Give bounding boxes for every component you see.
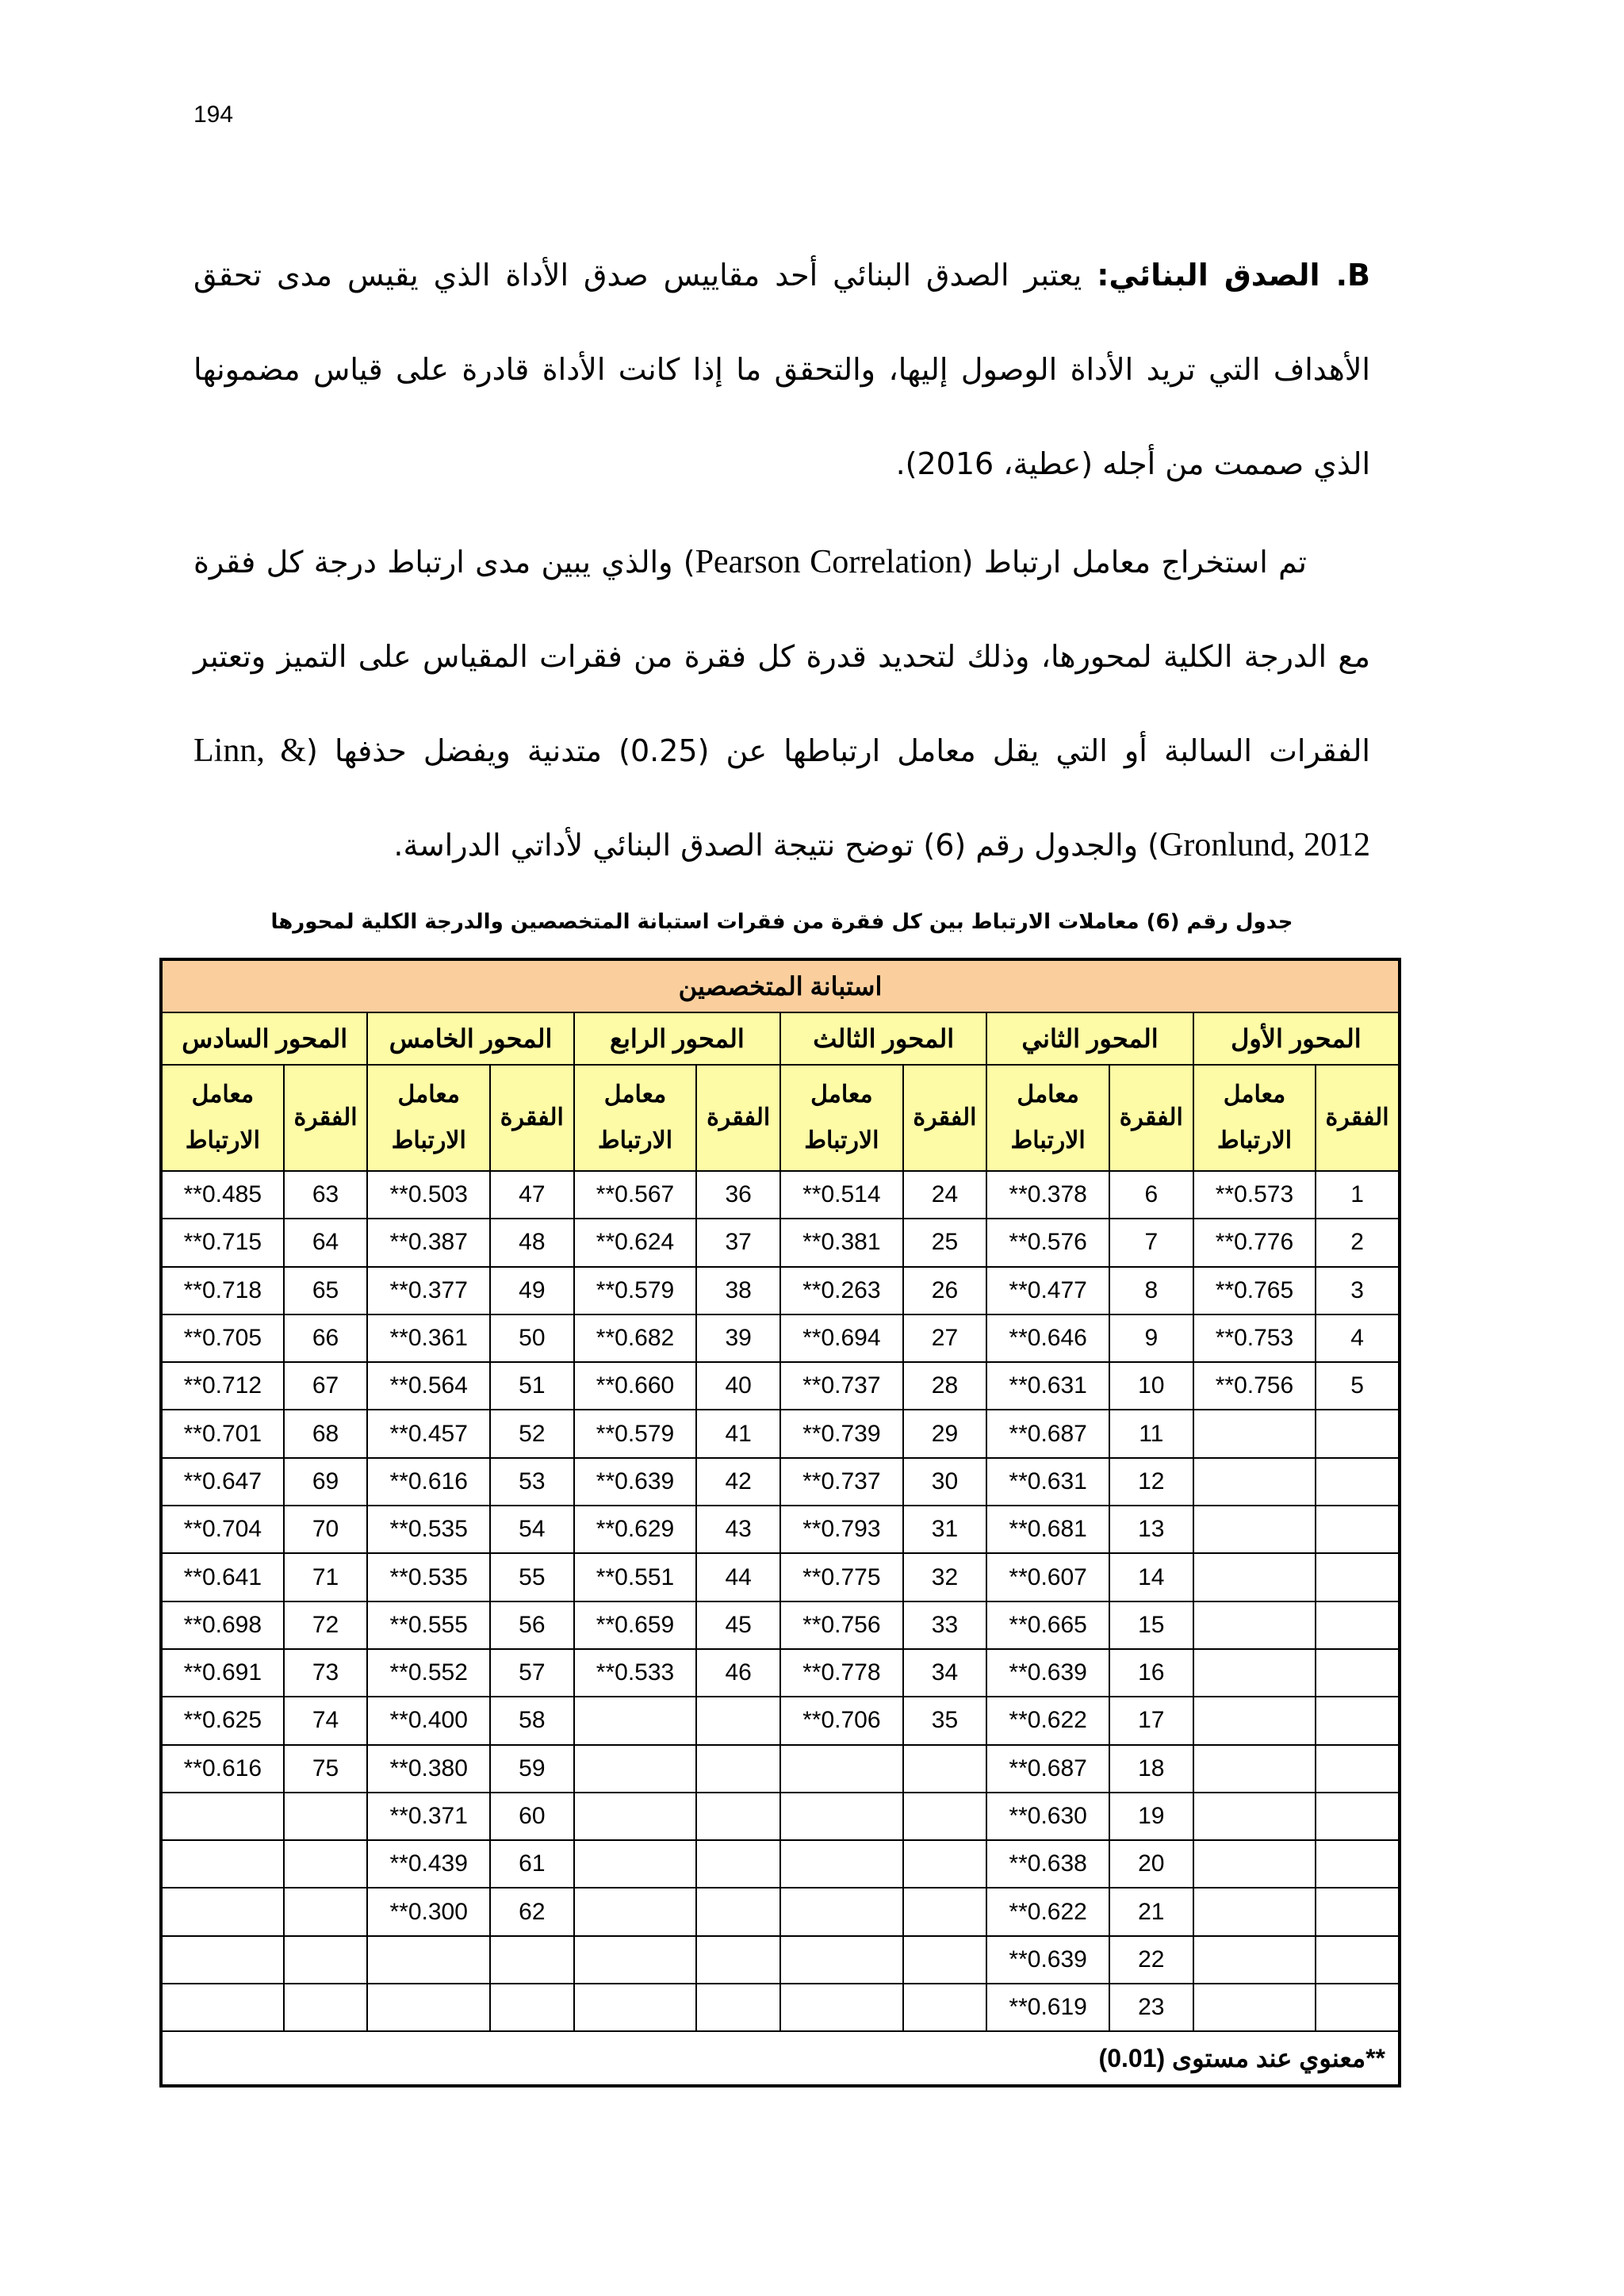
correlation-cell: **0.793: [780, 1506, 903, 1553]
item-column-header: الفقرة: [1316, 1065, 1400, 1171]
item-number-cell: 38: [696, 1267, 780, 1314]
item-number-cell: 30: [903, 1458, 987, 1506]
correlation-cell: **0.756: [1193, 1362, 1316, 1410]
correlation-cell: **0.737: [780, 1458, 903, 1506]
axis-header: المحور الثالث: [780, 1012, 986, 1065]
correlation-cell: [1193, 1410, 1316, 1457]
correlation-cell: [1193, 1936, 1316, 1984]
item-number-cell: 31: [903, 1506, 987, 1553]
correlation-cell: **0.753: [1193, 1314, 1316, 1362]
item-number-cell: [903, 1984, 987, 2031]
table-caption: جدول رقم (6) معاملات الارتباط بين كل فقرة من فقرات استبانة المتخصصين والدرجة الكلية لمحورها: [270, 910, 1293, 934]
table-row: [161, 1697, 1400, 1744]
correlation-cell: [780, 1936, 903, 1984]
correlation-cell: [780, 1793, 903, 1840]
item-number-cell: [696, 1840, 780, 1888]
correlation-cell: [1193, 1793, 1316, 1840]
item-column-header: الفقرة: [490, 1065, 574, 1171]
table-row: [161, 1601, 1400, 1649]
item-number-cell: 20: [1109, 1840, 1193, 1888]
item-number-cell: [696, 1697, 780, 1744]
correlation-cell: **0.533: [574, 1649, 697, 1697]
coefficient-header-line-2: الارتباط: [1010, 1127, 1086, 1154]
correlation-cell: **0.775: [780, 1553, 903, 1601]
item-number-cell: 40: [696, 1362, 780, 1410]
correlation-cell: **0.681: [986, 1506, 1109, 1553]
paragraph-text-1: تم استخراج معامل ارتباط (: [961, 545, 1307, 580]
coefficient-column-header: [367, 1065, 490, 1171]
table-row: [161, 1314, 1400, 1362]
correlation-cell: **0.665: [986, 1601, 1109, 1649]
table-row: [161, 1649, 1400, 1697]
paragraph-text-2: ) والذي يبين مدى ارتباط درجة كل فقرة مع الدرجة الكلية لمحورها، وذلك لتحديد قدرة كل فقرة من فقرات المقياس على التميز وتعتبر الفقرات السالبة أو التي يقل معامل ارتباطها عن (0.25) متدنية ويفضل حذفها (: [193, 545, 1370, 768]
correlation-cell: [574, 1936, 697, 1984]
item-number-cell: 61: [490, 1840, 574, 1888]
correlation-cell: **0.778: [780, 1649, 903, 1697]
item-number-cell: 4: [1316, 1314, 1400, 1362]
table-row: [161, 1840, 1400, 1888]
item-number-cell: 26: [903, 1267, 987, 1314]
correlation-cell: [1193, 1984, 1316, 2031]
table-row: [161, 1362, 1400, 1410]
coefficient-header-line-1: معامل: [1223, 1081, 1286, 1108]
coefficient-header-line-2: الارتباط: [391, 1127, 466, 1154]
table-row: [161, 1458, 1400, 1506]
correlation-cell: **0.514: [780, 1171, 903, 1219]
item-number-cell: 2: [1316, 1219, 1400, 1266]
item-number-cell: 60: [490, 1793, 574, 1840]
correlation-cell: [367, 1936, 490, 1984]
coefficient-header-line-2: الارتباط: [185, 1127, 260, 1154]
correlation-cell: [161, 1840, 284, 1888]
item-number-cell: 42: [696, 1458, 780, 1506]
table-row: [161, 1506, 1400, 1553]
correlation-cell: **0.579: [574, 1267, 697, 1314]
correlation-cell: **0.647: [161, 1458, 284, 1506]
table-row: [161, 1410, 1400, 1457]
correlation-cell: **0.616: [367, 1458, 490, 1506]
item-number-cell: [490, 1936, 574, 1984]
item-number-cell: [1316, 1936, 1400, 1984]
item-column-header: الفقرة: [1109, 1065, 1193, 1171]
correlation-cell: [1193, 1697, 1316, 1744]
item-number-cell: 69: [284, 1458, 368, 1506]
item-number-cell: 67: [284, 1362, 368, 1410]
item-number-cell: [1316, 1506, 1400, 1553]
correlation-cell: **0.704: [161, 1506, 284, 1553]
item-number-cell: 1: [1316, 1171, 1400, 1219]
coefficient-header-line-1: معامل: [810, 1081, 873, 1108]
correlation-cell: **0.682: [574, 1314, 697, 1362]
correlation-cell: **0.300: [367, 1888, 490, 1935]
item-number-cell: [1316, 1888, 1400, 1935]
item-number-cell: [903, 1840, 987, 1888]
item-number-cell: 45: [696, 1601, 780, 1649]
correlation-cell: **0.535: [367, 1506, 490, 1553]
item-number-cell: 63: [284, 1171, 368, 1219]
correlation-cell: **0.756: [780, 1601, 903, 1649]
item-number-cell: 55: [490, 1553, 574, 1601]
item-number-cell: 41: [696, 1410, 780, 1457]
coefficient-header-line-2: الارتباط: [1216, 1127, 1293, 1154]
correlation-cell: **0.380: [367, 1745, 490, 1793]
correlation-cell: [574, 1697, 697, 1744]
correlation-cell: [1193, 1840, 1316, 1888]
item-number-cell: 46: [696, 1649, 780, 1697]
item-number-cell: 15: [1109, 1601, 1193, 1649]
paragraph-pearson: [193, 515, 1370, 893]
item-number-cell: [1316, 1649, 1400, 1697]
correlation-cell: [574, 1793, 697, 1840]
citation: Linn, & Gronlund, 2012: [193, 733, 1370, 863]
correlation-cell: **0.551: [574, 1553, 697, 1601]
correlation-cell: [1193, 1601, 1316, 1649]
item-number-cell: 44: [696, 1553, 780, 1601]
paragraph-construct-validity: [193, 228, 1370, 511]
correlation-cell: **0.371: [367, 1793, 490, 1840]
correlation-cell: [780, 1984, 903, 2031]
item-number-cell: 16: [1109, 1649, 1193, 1697]
item-number-cell: [1316, 1697, 1400, 1744]
coefficient-header-line-1: معامل: [191, 1081, 255, 1108]
item-number-cell: [1316, 1601, 1400, 1649]
correlation-cell: **0.639: [986, 1936, 1109, 1984]
item-number-cell: [1316, 1553, 1400, 1601]
correlation-cell: **0.687: [986, 1745, 1109, 1793]
correlation-cell: **0.776: [1193, 1219, 1316, 1266]
correlation-cell: [161, 1984, 284, 2031]
table-row: [161, 1219, 1400, 1266]
correlation-cell: **0.381: [780, 1219, 903, 1266]
correlation-cell: **0.619: [986, 1984, 1109, 2031]
correlation-cell: **0.706: [780, 1697, 903, 1744]
correlation-cell: **0.631: [986, 1458, 1109, 1506]
item-number-cell: [903, 1793, 987, 1840]
item-number-cell: 6: [1109, 1171, 1193, 1219]
item-number-cell: 14: [1109, 1553, 1193, 1601]
item-column-header: الفقرة: [903, 1065, 987, 1171]
coefficient-header-line-1: معامل: [603, 1081, 667, 1108]
correlation-cell: **0.567: [574, 1171, 697, 1219]
item-number-cell: 53: [490, 1458, 574, 1506]
coefficient-column-header: [780, 1065, 903, 1171]
correlation-cell: [780, 1888, 903, 1935]
item-number-cell: 47: [490, 1171, 574, 1219]
correlation-cell: **0.630: [986, 1793, 1109, 1840]
item-number-cell: 34: [903, 1649, 987, 1697]
item-number-cell: 27: [903, 1314, 987, 1362]
coefficient-column-header: [574, 1065, 697, 1171]
item-number-cell: 10: [1109, 1362, 1193, 1410]
item-number-cell: [1316, 1840, 1400, 1888]
correlation-cell: **0.660: [574, 1362, 697, 1410]
correlation-cell: [161, 1936, 284, 1984]
item-number-cell: 19: [1109, 1793, 1193, 1840]
item-number-cell: [284, 1984, 368, 2031]
item-number-cell: 74: [284, 1697, 368, 1744]
correlation-cell: **0.378: [986, 1171, 1109, 1219]
correlation-cell: **0.607: [986, 1553, 1109, 1601]
correlation-cell: [1193, 1888, 1316, 1935]
correlation-cell: **0.737: [780, 1362, 903, 1410]
item-number-cell: 36: [696, 1171, 780, 1219]
item-number-cell: [696, 1793, 780, 1840]
correlation-cell: **0.646: [986, 1314, 1109, 1362]
axis-header: المحور الخامس: [367, 1012, 573, 1065]
correlation-cell: **0.712: [161, 1362, 284, 1410]
item-number-cell: [284, 1936, 368, 1984]
correlation-cell: [1193, 1458, 1316, 1506]
correlation-cell: **0.698: [161, 1601, 284, 1649]
item-number-cell: 50: [490, 1314, 574, 1362]
correlation-cell: [1193, 1649, 1316, 1697]
item-number-cell: 71: [284, 1553, 368, 1601]
item-number-cell: [696, 1888, 780, 1935]
item-number-cell: 75: [284, 1745, 368, 1793]
correlation-cell: [574, 1984, 697, 2031]
item-number-cell: 7: [1109, 1219, 1193, 1266]
correlation-cell: **0.705: [161, 1314, 284, 1362]
item-number-cell: [490, 1984, 574, 2031]
item-column-header: الفقرة: [696, 1065, 780, 1171]
correlation-cell: **0.625: [161, 1697, 284, 1744]
item-number-cell: 54: [490, 1506, 574, 1553]
item-number-cell: 9: [1109, 1314, 1193, 1362]
item-number-cell: 43: [696, 1506, 780, 1553]
item-number-cell: [1316, 1745, 1400, 1793]
item-number-cell: 13: [1109, 1506, 1193, 1553]
item-number-cell: 70: [284, 1506, 368, 1553]
item-number-cell: 72: [284, 1601, 368, 1649]
coefficient-column-header: [1193, 1065, 1316, 1171]
item-number-cell: 65: [284, 1267, 368, 1314]
correlation-cell: [367, 1984, 490, 2031]
correlation-cell: **0.263: [780, 1267, 903, 1314]
item-number-cell: 52: [490, 1410, 574, 1457]
correlation-cell: **0.477: [986, 1267, 1109, 1314]
correlation-cell: **0.400: [367, 1697, 490, 1744]
item-number-cell: 12: [1109, 1458, 1193, 1506]
correlation-cell: **0.387: [367, 1219, 490, 1266]
table-row: [161, 1936, 1400, 1984]
correlation-cell: [1193, 1506, 1316, 1553]
correlation-cell: **0.765: [1193, 1267, 1316, 1314]
item-number-cell: 49: [490, 1267, 574, 1314]
correlation-cell: **0.576: [986, 1219, 1109, 1266]
axis-header: المحور السادس: [161, 1012, 367, 1065]
item-number-cell: 21: [1109, 1888, 1193, 1935]
paragraph-text-3: ) والجدول رقم (6) توضح نتيجة الصدق البنائي لأداتي الدراسة.: [393, 828, 1159, 863]
table-title: استبانة المتخصصين: [161, 959, 1400, 1012]
item-number-cell: 37: [696, 1219, 780, 1266]
pearson-term: Pearson Correlation: [695, 544, 962, 580]
correlation-cell: **0.659: [574, 1601, 697, 1649]
correlation-cell: **0.718: [161, 1267, 284, 1314]
table-row: [161, 1267, 1400, 1314]
item-number-cell: [284, 1793, 368, 1840]
correlation-cell: [161, 1793, 284, 1840]
correlation-cell: **0.485: [161, 1171, 284, 1219]
table-row: [161, 1888, 1400, 1935]
coefficient-header-line-1: معامل: [1017, 1081, 1079, 1108]
coefficient-column-header: [161, 1065, 284, 1171]
correlation-cell: **0.457: [367, 1410, 490, 1457]
correlation-cell: **0.638: [986, 1840, 1109, 1888]
correlation-cell: [1193, 1745, 1316, 1793]
correlation-cell: **0.715: [161, 1219, 284, 1266]
item-number-cell: 56: [490, 1601, 574, 1649]
correlation-cell: [780, 1745, 903, 1793]
item-number-cell: 22: [1109, 1936, 1193, 1984]
item-number-cell: [696, 1984, 780, 2031]
item-number-cell: 23: [1109, 1984, 1193, 2031]
correlation-cell: **0.687: [986, 1410, 1109, 1457]
item-number-cell: 17: [1109, 1697, 1193, 1744]
item-number-cell: [903, 1745, 987, 1793]
correlation-cell: **0.694: [780, 1314, 903, 1362]
item-number-cell: [696, 1936, 780, 1984]
item-number-cell: 29: [903, 1410, 987, 1457]
correlation-cell: **0.552: [367, 1649, 490, 1697]
correlation-cell: **0.555: [367, 1601, 490, 1649]
axis-header: المحور الرابع: [574, 1012, 780, 1065]
item-number-cell: [903, 1936, 987, 1984]
item-number-cell: 25: [903, 1219, 987, 1266]
correlation-cell: **0.564: [367, 1362, 490, 1410]
correlation-cell: **0.629: [574, 1506, 697, 1553]
significance-note: **معنوي عند مستوى (0.01): [161, 2031, 1400, 2086]
item-number-cell: [903, 1888, 987, 1935]
axis-header: المحور الأول: [1193, 1012, 1400, 1065]
item-number-cell: 24: [903, 1171, 987, 1219]
item-number-cell: 8: [1109, 1267, 1193, 1314]
correlation-cell: **0.701: [161, 1410, 284, 1457]
item-number-cell: [1316, 1410, 1400, 1457]
item-number-cell: 64: [284, 1219, 368, 1266]
item-number-cell: [284, 1888, 368, 1935]
item-number-cell: 66: [284, 1314, 368, 1362]
item-number-cell: 51: [490, 1362, 574, 1410]
item-number-cell: 18: [1109, 1745, 1193, 1793]
correlation-cell: **0.377: [367, 1267, 490, 1314]
correlation-cell: **0.639: [574, 1458, 697, 1506]
item-number-cell: 35: [903, 1697, 987, 1744]
axis-header: المحور الثاني: [986, 1012, 1193, 1065]
coefficient-header-line-2: الارتباط: [597, 1127, 673, 1154]
correlation-table: [159, 958, 1401, 2087]
item-number-cell: 48: [490, 1219, 574, 1266]
item-number-cell: [284, 1840, 368, 1888]
item-number-cell: 73: [284, 1649, 368, 1697]
page-number: 194: [193, 101, 234, 128]
correlation-cell: [574, 1745, 697, 1793]
table-row: [161, 1793, 1400, 1840]
correlation-cell: [161, 1888, 284, 1935]
paragraph-body: يعتبر الصدق البنائي أحد مقاييس صدق الأداة الذي يقيس مدى تحقق الأهداف التي تريد الأداة الوصول إليها، والتحقق ما إذا كانت الأداة قادرة على قياس مضمونها الذي صممت من أجله (عطية، 2016).: [193, 258, 1370, 481]
correlation-cell: **0.622: [986, 1697, 1109, 1744]
correlation-cell: [780, 1840, 903, 1888]
correlation-cell: [1193, 1553, 1316, 1601]
correlation-cell: **0.622: [986, 1888, 1109, 1935]
item-number-cell: 39: [696, 1314, 780, 1362]
item-number-cell: 58: [490, 1697, 574, 1744]
correlation-cell: **0.691: [161, 1649, 284, 1697]
coefficient-column-header: [986, 1065, 1109, 1171]
item-number-cell: 68: [284, 1410, 368, 1457]
table-row: [161, 1171, 1400, 1219]
item-number-cell: [696, 1745, 780, 1793]
correlation-cell: **0.439: [367, 1840, 490, 1888]
correlation-cell: **0.631: [986, 1362, 1109, 1410]
correlation-cell: **0.503: [367, 1171, 490, 1219]
item-number-cell: 57: [490, 1649, 574, 1697]
correlation-cell: **0.739: [780, 1410, 903, 1457]
item-number-cell: 3: [1316, 1267, 1400, 1314]
item-column-header: الفقرة: [284, 1065, 368, 1171]
correlation-cell: **0.361: [367, 1314, 490, 1362]
coefficient-header-line-1: معامل: [397, 1081, 460, 1108]
correlation-cell: **0.616: [161, 1745, 284, 1793]
paragraph-heading: B. الصدق البنائي:: [1097, 258, 1370, 293]
item-number-cell: 28: [903, 1362, 987, 1410]
item-number-cell: 62: [490, 1888, 574, 1935]
item-number-cell: [1316, 1793, 1400, 1840]
correlation-cell: **0.639: [986, 1649, 1109, 1697]
correlation-cell: [574, 1840, 697, 1888]
correlation-cell: **0.641: [161, 1553, 284, 1601]
item-number-cell: [1316, 1458, 1400, 1506]
correlation-cell: **0.624: [574, 1219, 697, 1266]
item-number-cell: 11: [1109, 1410, 1193, 1457]
item-number-cell: 32: [903, 1553, 987, 1601]
table-row: [161, 1745, 1400, 1793]
correlation-cell: **0.579: [574, 1410, 697, 1457]
correlation-cell: **0.573: [1193, 1171, 1316, 1219]
item-number-cell: 5: [1316, 1362, 1400, 1410]
correlation-cell: [574, 1888, 697, 1935]
correlation-cell: **0.535: [367, 1553, 490, 1601]
table-row: [161, 1553, 1400, 1601]
table-row: [161, 1984, 1400, 2031]
item-number-cell: [1316, 1984, 1400, 2031]
coefficient-header-line-2: الارتباط: [804, 1127, 879, 1154]
item-number-cell: 59: [490, 1745, 574, 1793]
item-number-cell: 33: [903, 1601, 987, 1649]
